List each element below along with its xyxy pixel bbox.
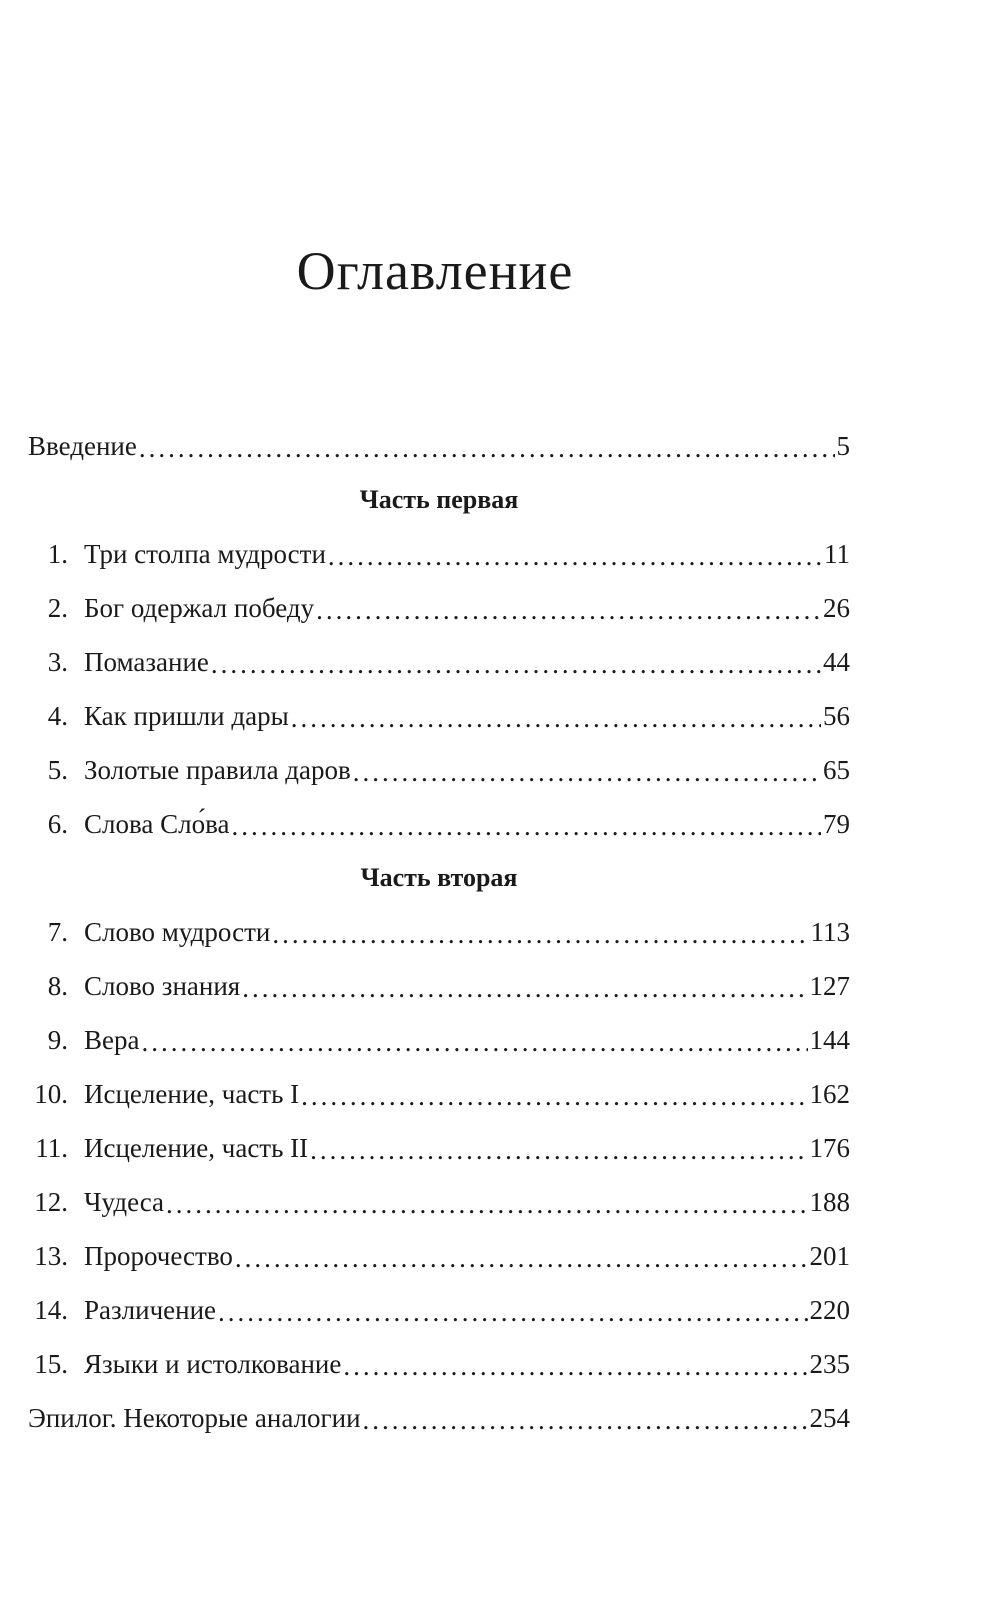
- entry-number: 5.: [47, 754, 68, 785]
- dot-leader: [235, 1243, 808, 1274]
- toc-entry-epilogue: [28, 1391, 850, 1445]
- entry-page: 113: [810, 916, 850, 947]
- toc-entry: [28, 1175, 850, 1229]
- entry-label: Вера: [84, 1024, 140, 1055]
- entry-page: 162: [809, 1078, 850, 1109]
- entry-number: 3.: [47, 646, 68, 677]
- entry-page: 79: [823, 808, 850, 839]
- toc-entry: [28, 959, 850, 1013]
- toc-entry: [28, 1283, 850, 1337]
- toc-entry: [28, 1337, 850, 1391]
- toc-entry-intro: [28, 419, 850, 473]
- entry-label: Исцеление, часть II: [84, 1132, 309, 1163]
- entry-label: Различение: [84, 1294, 217, 1325]
- toc-entry: [28, 1067, 850, 1121]
- dot-leader: [242, 973, 807, 1004]
- entry-page: 65: [823, 754, 850, 785]
- dot-leader: [363, 1405, 808, 1436]
- entry-number: 8.: [47, 970, 68, 1001]
- dot-leader: [211, 649, 821, 680]
- toc-entry: [28, 905, 850, 959]
- entry-number: 13.: [34, 1240, 68, 1271]
- entry-page: 188: [809, 1186, 850, 1217]
- entry-page: 235: [809, 1348, 850, 1379]
- entry-page: 176: [809, 1132, 850, 1163]
- dot-leader: [310, 1135, 807, 1166]
- toc-entry: [28, 1229, 850, 1283]
- entry-page: 11: [824, 538, 850, 569]
- entry-number: 10.: [34, 1078, 68, 1109]
- table-of-contents: [28, 419, 850, 1445]
- dot-leader: [291, 703, 821, 734]
- entry-number: 6.: [47, 808, 68, 839]
- toc-entry: [28, 527, 850, 581]
- dot-leader: [328, 541, 822, 572]
- entry-label: Как пришли дары: [84, 700, 289, 731]
- entry-label: Чудеса: [84, 1186, 165, 1217]
- entry-label: Эпилог. Некоторые аналогии: [28, 1402, 361, 1433]
- entry-label: Три столпа мудрости: [84, 538, 326, 569]
- dot-leader: [141, 1027, 807, 1058]
- entry-label: Золотые правила даров: [84, 754, 351, 785]
- entry-number: 4.: [47, 700, 68, 731]
- entry-label: Помазание: [84, 646, 209, 677]
- entry-page: 5: [836, 430, 850, 461]
- entry-page: 44: [823, 646, 850, 677]
- toc-entry: [28, 1121, 850, 1175]
- entry-number: 1.: [47, 538, 68, 569]
- entry-number: 14.: [34, 1294, 68, 1325]
- entry-number: 11.: [35, 1132, 68, 1163]
- entry-label: Слово знания: [84, 970, 241, 1001]
- entry-label: Пророчество: [84, 1240, 233, 1271]
- dot-leader: [301, 1081, 807, 1112]
- entry-label: Введение: [28, 430, 137, 461]
- entry-label: Исцеление, часть I: [84, 1078, 300, 1109]
- page-title: Оглавление: [296, 241, 574, 301]
- dot-leader: [353, 757, 821, 788]
- entry-label: Слово мудрости: [84, 916, 271, 947]
- entry-number: 12.: [34, 1186, 68, 1217]
- dot-leader: [343, 1351, 807, 1382]
- part-heading: Часть первая: [359, 485, 519, 514]
- dot-leader: [272, 919, 808, 950]
- entry-number: 9.: [47, 1024, 68, 1055]
- entry-page: 26: [823, 592, 850, 623]
- entry-number: 7.: [47, 916, 68, 947]
- entry-page: 56: [823, 700, 850, 731]
- dot-leader: [218, 1297, 807, 1328]
- toc-entry: [28, 1013, 850, 1067]
- entry-number: 2.: [47, 592, 68, 623]
- toc-entry: [28, 743, 850, 797]
- toc-entry: [28, 797, 850, 851]
- toc-entry: [28, 635, 850, 689]
- part-heading: Часть вторая: [360, 863, 518, 892]
- dot-leader: [316, 595, 821, 626]
- entry-page: 144: [809, 1024, 850, 1055]
- dot-leader: [231, 811, 821, 842]
- entry-page: 127: [809, 970, 850, 1001]
- entry-label: Бог одержал победу: [84, 592, 315, 623]
- entry-label: Языки и истолкование: [84, 1348, 342, 1379]
- entry-page: 254: [809, 1402, 850, 1433]
- entry-page: 201: [809, 1240, 850, 1271]
- dot-leader: [139, 433, 835, 464]
- toc-entry: [28, 689, 850, 743]
- entry-number: 15.: [34, 1348, 68, 1379]
- entry-page: 220: [809, 1294, 850, 1325]
- entry-label: Слова Сло́ва: [84, 808, 230, 839]
- dot-leader: [166, 1189, 807, 1220]
- toc-entry: [28, 581, 850, 635]
